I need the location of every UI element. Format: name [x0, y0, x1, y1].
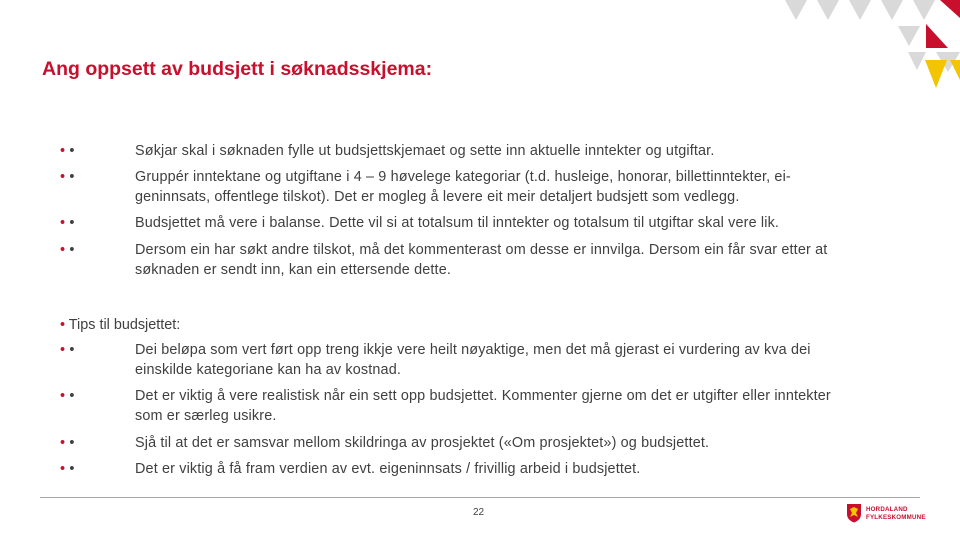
decorative-triangles: [780, 0, 960, 92]
list-item-text: Dei beløpa som vert ført opp treng ikkje vere heilt nøyaktige, men det må gjerast ei vurdering av kva dei einskilde kategoriane kan ha av kostnad.: [135, 342, 811, 378]
list-item-text: Det er viktig å vere realistisk når ein sett opp budsjettet. Kommenter gjerne om det er utgifter eller inntekter som er særleg usikre.: [135, 388, 831, 424]
bullet-marker: • •: [60, 242, 75, 258]
page-number: 22: [473, 507, 485, 518]
list-item-text: Gruppér inntektane og utgiftane i 4 – 9 høvelege kategoriar (t.d. husleige, honorar, billettinntekter, ei- geninnsats, offentlege tilskot). Det er mogleg å levere eit meir detaljert budsjett som vedlegg.: [135, 169, 791, 205]
page-title: Ang oppsett av budsjett i søknadsskjema:: [42, 58, 433, 80]
bullet-marker: • •: [60, 435, 75, 451]
tips-heading-text: Tips til budsjettet:: [68, 317, 181, 333]
bullet-marker: •: [60, 317, 66, 333]
bullet-marker: • •: [60, 461, 75, 477]
bullet-marker: • •: [60, 342, 75, 358]
list-item-text: Sjå til at det er samsvar mellom skildringa av prosjektet («Om prosjektet») og budsjettet.: [135, 435, 710, 451]
county-logo: [846, 503, 926, 525]
list-item-text: Budsjettet må vere i balanse. Dette vil si at totalsum til inntekter og totalsum til utgiftar skal vere lik.: [135, 215, 780, 231]
bullet-marker: • •: [60, 143, 75, 159]
list-item-text: Det er viktig å få fram verdien av evt. eigeninnsats / frivillig arbeid i budsjettet.: [135, 461, 641, 477]
county-shield-icon: [846, 503, 862, 523]
logo-text-line1: HORDALAND: [866, 506, 908, 513]
list-item-text: Dersom ein har søkt andre tilskot, må det kommenterast om desse er innvilga. Dersom ein får svar etter at søknaden er sendt inn, kan ein ettersende dette.: [135, 242, 828, 278]
bullet-marker: • •: [60, 169, 75, 185]
list-item-text: Søkjar skal i søknaden fylle ut budsjettskjemaet og sette inn aktuelle inntekter og utgiftar.: [135, 143, 715, 159]
bullet-marker: • •: [60, 388, 75, 404]
bullet-marker: • •: [60, 215, 75, 231]
footer-divider: [40, 497, 920, 498]
tips-heading: [60, 315, 180, 335]
logo-text-line2: FYLKESKOMMUNE: [866, 514, 926, 521]
